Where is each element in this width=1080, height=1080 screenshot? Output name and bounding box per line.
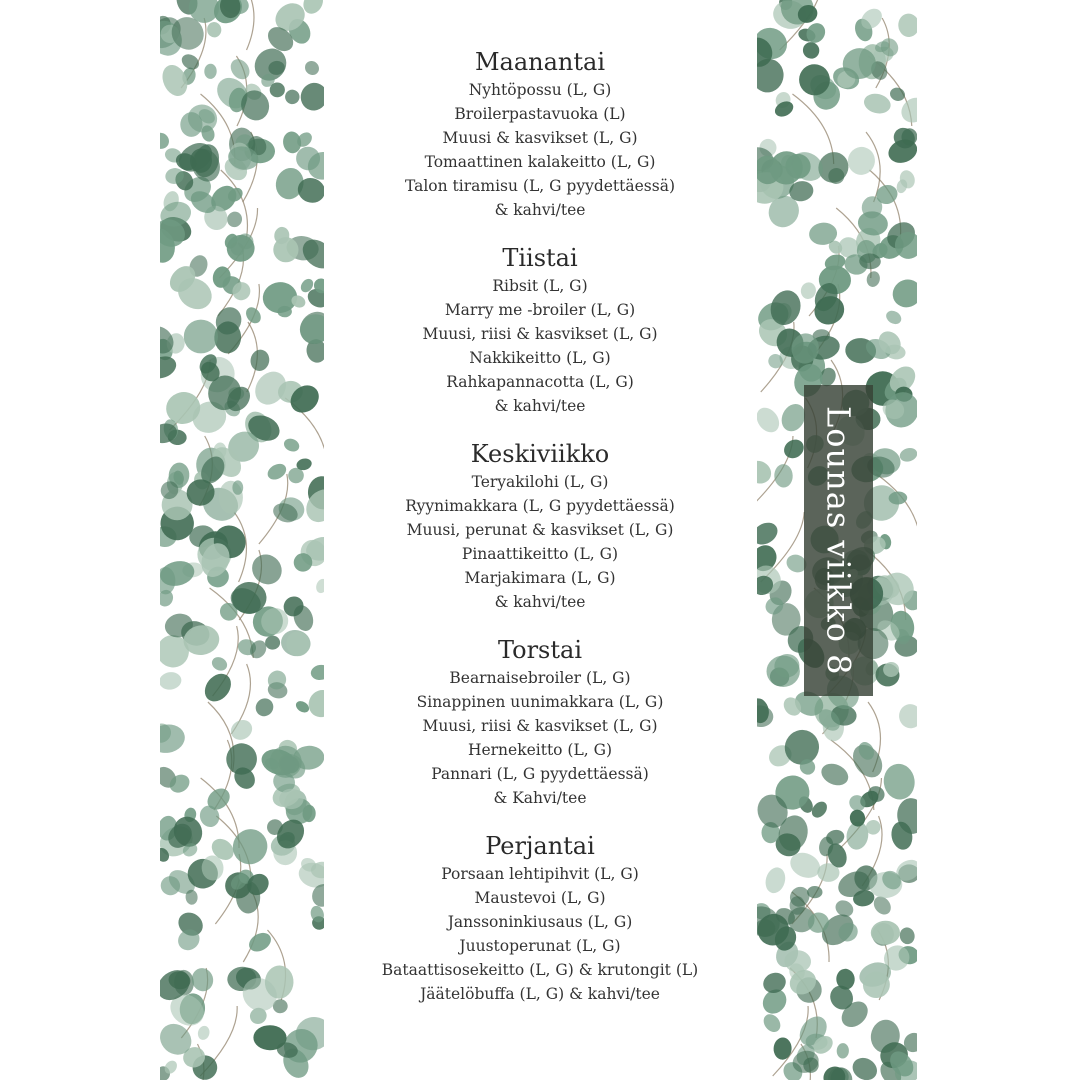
menu-item: Teryakilohi (L, G)	[471, 473, 609, 491]
eucalyptus-border-left	[160, 0, 324, 1080]
menu-item: & Kahvi/tee	[493, 789, 587, 807]
banner-title: Lounas viikko 8	[819, 405, 858, 676]
menu-item: Marry me -broiler (L, G)	[444, 301, 636, 319]
day-friday	[330, 830, 750, 1006]
menu-item: Muusi, perunat & kasvikset (L, G)	[406, 521, 674, 539]
day-wednesday	[330, 438, 750, 614]
eucalyptus-leaves-illustration	[160, 0, 324, 1080]
day-thursday	[330, 634, 750, 810]
menu-item: Hernekeitto (L, G)	[467, 741, 613, 759]
menu-item: Muusi, riisi & kasvikset (L, G)	[422, 325, 658, 343]
menu-item: & kahvi/tee	[494, 593, 586, 611]
weekly-lunch-menu	[330, 46, 750, 1026]
menu-item: Nakkikeitto (L, G)	[469, 349, 611, 367]
menu-item: Bataattisosekeitto (L, G) & krutongit (L)	[381, 961, 699, 979]
menu-item: Sinappinen uunimakkara (L, G)	[416, 693, 664, 711]
menu-item: Muusi & kasvikset (L, G)	[442, 129, 638, 147]
menu-item: Nyhtöpossu (L, G)	[468, 81, 612, 99]
menu-item: Bearnaisebroiler (L, G)	[449, 669, 631, 687]
menu-item: & kahvi/tee	[494, 397, 586, 415]
menu-item: Talon tiramisu (L, G pyydettäessä)	[404, 177, 676, 195]
menu-item: Porsaan lehtipihvit (L, G)	[441, 865, 639, 883]
menu-item: & kahvi/tee	[494, 201, 586, 219]
menu-item: Ribsit (L, G)	[492, 277, 588, 295]
day-tuesday	[330, 242, 750, 418]
menu-item: Pinaattikeitto (L, G)	[461, 545, 619, 563]
menu-item: Muusi, riisi & kasvikset (L, G)	[422, 717, 658, 735]
day-title: Tiistai	[502, 244, 578, 272]
day-monday	[330, 46, 750, 222]
day-title: Torstai	[497, 636, 582, 664]
menu-item: Janssoninkiusaus (L, G)	[447, 913, 633, 931]
menu-item: Rahkapannacotta (L, G)	[446, 373, 634, 391]
day-title: Maanantai	[474, 48, 606, 76]
menu-item: Tomaattinen kalakeitto (L, G)	[424, 153, 656, 171]
menu-item: Jäätelöbuffa (L, G) & kahvi/tee	[420, 985, 660, 1003]
day-title: Keskiviikko	[470, 440, 610, 468]
week-banner	[804, 385, 873, 696]
menu-item: Marjakimara (L, G)	[464, 569, 616, 587]
menu-item: Ryynimakkara (L, G pyydettäessä)	[405, 497, 675, 515]
menu-item: Broilerpastavuoka (L)	[454, 105, 626, 123]
menu-item: Juustoperunat (L, G)	[459, 937, 621, 955]
menu-item: Pannari (L, G pyydettäessä)	[431, 765, 649, 783]
day-title: Perjantai	[485, 832, 595, 860]
menu-item: Maustevoi (L, G)	[474, 889, 606, 907]
